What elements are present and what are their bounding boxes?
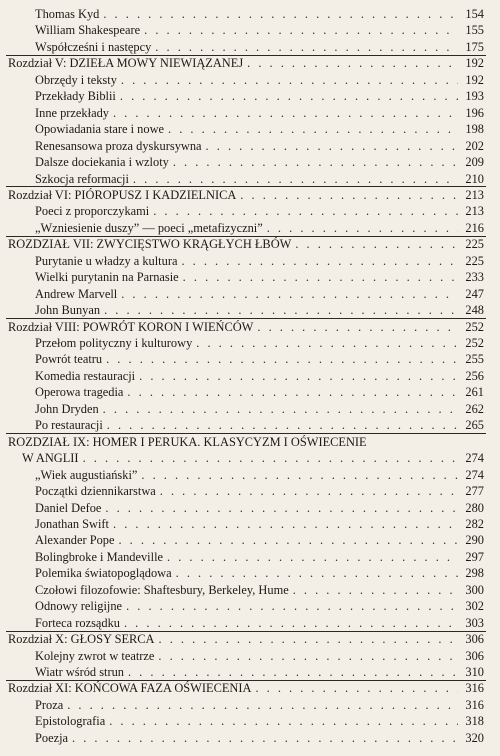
page-number: 210 [465, 171, 484, 186]
page-number: 213 [465, 187, 484, 202]
toc-entry[interactable] [0, 565, 500, 582]
page-number: 302 [465, 599, 484, 614]
dot-leader [109, 713, 458, 730]
entry-title: Komedia restauracji [35, 368, 136, 383]
toc-entry[interactable] [0, 121, 500, 138]
dot-leader [83, 450, 458, 467]
toc-chapter[interactable] [0, 631, 500, 648]
entry-title: Powrót teatru [35, 352, 103, 367]
dot-leader [160, 483, 458, 500]
chapter-title: Rozdział V: DZIEŁA MOWY NIEWIĄZANEJ [8, 56, 244, 71]
toc-entry[interactable] [0, 697, 500, 714]
dot-leader [124, 615, 458, 632]
dot-leader [72, 730, 458, 747]
dot-leader [196, 335, 458, 352]
toc-entry[interactable] [0, 384, 500, 401]
entry-title: Poeci z proporczykami [35, 204, 150, 219]
page-number: 316 [465, 697, 484, 712]
page-number: 280 [465, 500, 484, 515]
toc-chapter[interactable] [0, 55, 500, 72]
entry-title: Współcześni i następcy [35, 39, 152, 54]
dot-leader [183, 269, 458, 286]
page-number: 318 [465, 714, 484, 729]
entry-title: Czołowi filozofowie: Shaftesbury, Berkeley, Hume [35, 582, 289, 597]
toc-chapter[interactable] [0, 187, 500, 204]
dot-leader [247, 55, 458, 72]
page-number: 233 [465, 270, 484, 285]
page-number: 154 [465, 7, 484, 21]
toc-entry[interactable] [0, 582, 500, 599]
page-number: 209 [465, 155, 484, 169]
dot-leader [127, 384, 458, 401]
toc-chapter[interactable] [0, 319, 500, 336]
dot-leader [167, 549, 458, 566]
toc-entry[interactable] [0, 532, 500, 549]
dot-leader [104, 302, 458, 319]
toc-entry[interactable] [0, 500, 500, 517]
entry-title: Jonathan Swift [35, 517, 109, 531]
toc-entry[interactable] [0, 467, 500, 484]
dot-leader [155, 39, 458, 56]
dot-leader [158, 648, 458, 665]
entry-title: Daniel Defoe [35, 500, 102, 515]
entry-title: William Shakespeare [35, 23, 141, 38]
entry-title: Andrew Marvell [35, 286, 118, 301]
page-number: 261 [465, 385, 484, 400]
dot-leader [141, 467, 458, 484]
toc-entry[interactable] [0, 269, 500, 286]
page-number: 225 [465, 253, 484, 268]
entry-title: Wiatr wśród strun [35, 665, 124, 679]
toc-entry[interactable] [0, 302, 500, 319]
entry-title: Opowiadania stare i nowe [35, 122, 165, 137]
page-number: 202 [465, 138, 484, 153]
toc-entry[interactable] [0, 664, 500, 681]
dot-leader [113, 516, 458, 533]
toc-entry[interactable] [0, 39, 500, 56]
page-number: 306 [465, 648, 484, 663]
toc-entry[interactable] [0, 483, 500, 500]
toc-entry[interactable] [0, 138, 500, 155]
toc-entry[interactable] [0, 648, 500, 665]
page-number: 298 [465, 566, 484, 581]
entry-title: Proza [35, 697, 64, 712]
toc-entry[interactable] [0, 220, 500, 237]
entry-title: Wielki purytanin na Parnasie [35, 270, 179, 285]
dot-leader [255, 680, 458, 697]
dot-leader [295, 236, 458, 253]
dot-leader [126, 598, 458, 615]
dot-leader [106, 351, 458, 368]
toc-chapter[interactable] [0, 434, 500, 451]
dot-leader [133, 171, 458, 188]
toc-entry[interactable] [0, 615, 500, 632]
toc-entry[interactable] [0, 713, 500, 730]
chapter-title: Rozdział VI: PIÓROPUSZ I KADZIELNICA [8, 187, 237, 202]
page-number: 277 [465, 484, 484, 498]
dot-leader [105, 500, 458, 517]
dot-leader [67, 697, 458, 714]
entry-title: Przełom polityczny i kulturowy [35, 336, 193, 350]
dot-leader [257, 319, 458, 336]
page-number: 256 [465, 368, 484, 383]
dot-leader [181, 253, 458, 270]
toc-entry[interactable] [0, 105, 500, 122]
chapter-title: ROZDZIAŁ IX: HOMER I PERUKA. KLASYCYZM I OŚWIECENIE [8, 434, 367, 449]
entry-title: „Wzniesienie duszy” — poeci „metafizyczni” [35, 220, 263, 235]
toc-entry[interactable] [0, 253, 500, 270]
toc-entry[interactable] [0, 450, 500, 467]
entry-title: Obrzędy i teksty [35, 72, 117, 87]
page-number: 282 [465, 517, 484, 531]
page-number: 247 [465, 286, 484, 301]
toc-entry[interactable] [0, 549, 500, 566]
page-number: 297 [465, 549, 484, 564]
entry-title: Epistolografia [35, 714, 106, 729]
dot-leader [293, 582, 458, 599]
dot-leader [107, 417, 458, 434]
page-number: 216 [465, 220, 484, 235]
entry-title: Alexander Pope [35, 533, 115, 548]
toc-chapter[interactable] [0, 680, 500, 697]
page-number: 316 [465, 681, 484, 696]
toc-entry[interactable] [0, 335, 500, 352]
entry-title: „Wiek augustiański” [35, 467, 138, 482]
page-number: 252 [465, 336, 484, 350]
entry-title: Inne przekłady [35, 105, 109, 120]
entry-title: Thomas Kyd [35, 7, 100, 21]
page-number: 255 [465, 352, 484, 367]
dot-leader [113, 105, 458, 122]
toc-entry[interactable] [0, 6, 500, 23]
page-number: 225 [465, 237, 484, 252]
entry-title: Szkocja reformacji [35, 171, 129, 186]
entry-title: Odnowy religijne [35, 599, 123, 614]
entry-title: Forteca rozsądku [35, 615, 120, 630]
page-number: 262 [465, 401, 484, 416]
page-number: 192 [465, 72, 484, 87]
dot-leader [267, 220, 458, 237]
dot-leader [206, 138, 458, 155]
dot-leader [121, 286, 458, 303]
dot-leader [118, 532, 458, 549]
dot-leader [128, 664, 458, 681]
entry-title: Przekłady Biblii [35, 89, 116, 104]
page-number: 198 [465, 122, 484, 137]
toc-entry[interactable] [0, 22, 500, 39]
entry-title: Bolingbroke i Mandeville [35, 549, 164, 564]
page-number: 248 [465, 303, 484, 318]
dot-leader [103, 401, 458, 418]
page-number: 192 [465, 56, 484, 71]
page-number: 306 [465, 632, 484, 647]
dot-leader [153, 203, 458, 220]
entry-title: John Dryden [35, 401, 99, 416]
page-number: 300 [465, 582, 484, 597]
chapter-title: Rozdział X: GŁOSY SERCA [8, 632, 155, 647]
page-number: 196 [465, 105, 484, 120]
entry-title: W ANGLII [22, 451, 79, 466]
entry-title: Operowa tragedia [35, 385, 124, 400]
page-number: 213 [465, 204, 484, 219]
page-number: 265 [465, 418, 484, 433]
dot-leader [168, 121, 458, 138]
chapter-title: ROZDZIAŁ VII: ZWYCIĘSTWO KRĄGŁYCH ŁBÓW [8, 237, 292, 252]
dot-leader [120, 88, 458, 105]
page-number: 274 [465, 467, 484, 482]
page-number: 303 [465, 615, 484, 630]
toc-entry[interactable] [0, 203, 500, 220]
dot-leader [176, 565, 458, 582]
entry-title: Po restauracji [35, 418, 103, 433]
dot-leader [159, 631, 458, 648]
entry-title: Początki dziennikarstwa [35, 484, 156, 498]
chapter-title: Rozdział XI: KOŃCOWA FAZA OŚWIECENIA [8, 681, 252, 696]
toc-entry[interactable] [0, 401, 500, 418]
dot-leader [139, 368, 458, 385]
page-number: 310 [465, 665, 484, 679]
toc-entry[interactable] [0, 171, 500, 188]
page-number: 274 [465, 451, 484, 466]
toc-chapter[interactable] [0, 236, 500, 253]
toc-entry[interactable] [0, 417, 500, 434]
toc-entry[interactable] [0, 286, 500, 303]
page-number: 252 [465, 319, 484, 334]
toc-entry[interactable] [0, 730, 500, 747]
entry-title: Polemika światopoglądowa [35, 566, 172, 581]
entry-title: John Bunyan [35, 303, 101, 318]
dot-leader [144, 22, 458, 39]
dot-leader [240, 187, 458, 204]
page-number: 290 [465, 533, 484, 548]
entry-title: Kolejny zwrot w teatrze [35, 648, 155, 663]
toc-entry[interactable] [0, 598, 500, 615]
toc-entry[interactable] [0, 72, 500, 89]
toc-entry[interactable] [0, 368, 500, 385]
toc-entry[interactable] [0, 351, 500, 368]
entry-title: Poezja [35, 730, 69, 745]
toc-entry[interactable] [0, 88, 500, 105]
chapter-title: Rozdział VIII: POWRÓT KORON I WIEŃCÓW [8, 319, 254, 334]
dot-leader [103, 6, 458, 23]
dot-leader [121, 72, 458, 89]
dot-leader [173, 154, 458, 171]
page-number: 320 [465, 730, 484, 745]
page-number: 175 [465, 39, 484, 54]
entry-title: Dalsze dociekania i wzloty [35, 155, 169, 169]
page-number: 155 [465, 23, 484, 38]
entry-title: Renesansowa proza dyskursywna [35, 138, 202, 153]
page-number: 193 [465, 89, 484, 104]
toc-entry[interactable] [0, 154, 500, 171]
entry-title: Purytanie u władzy a kultura [35, 253, 178, 268]
toc-entry[interactable] [0, 516, 500, 533]
